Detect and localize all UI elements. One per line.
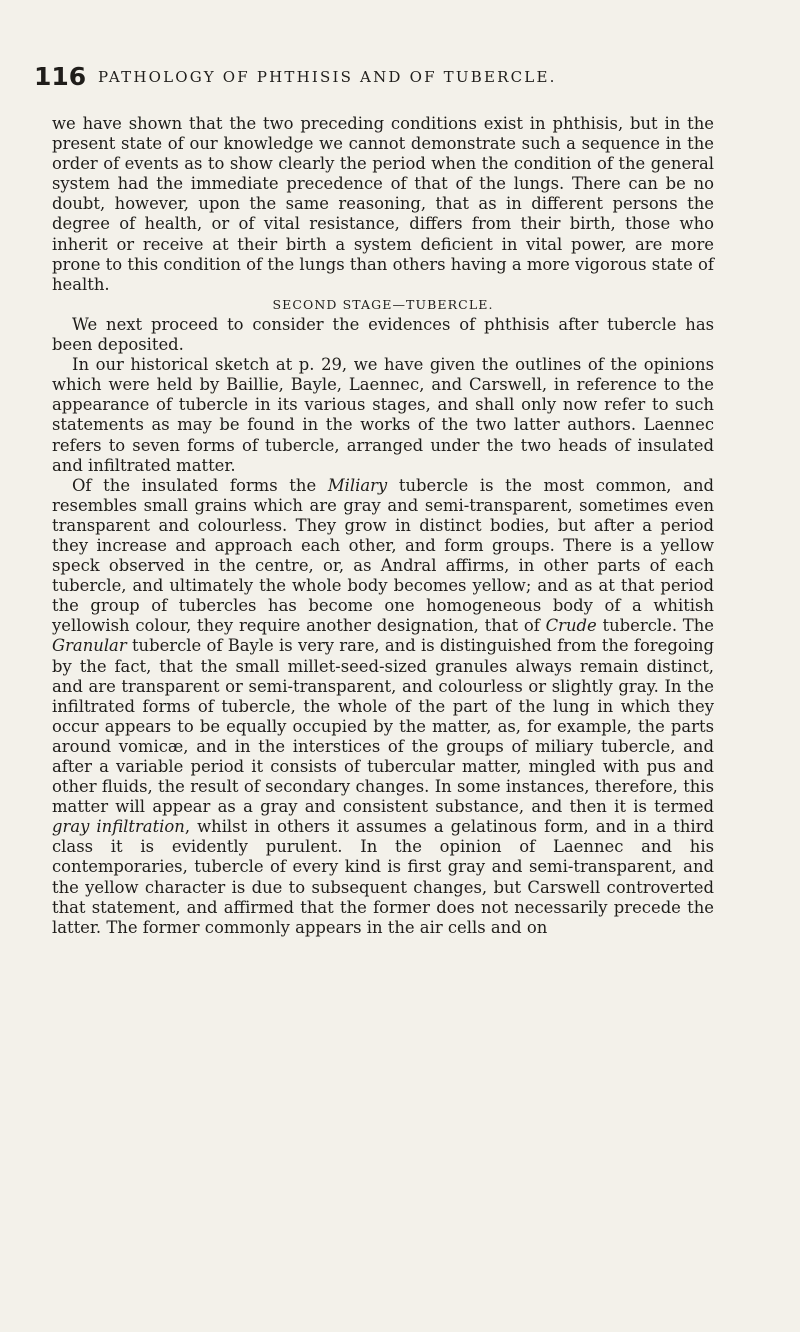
paragraph-continuation: we have shown that the two preceding conditions exist in phthisis, but in the present state of our knowledge we cannot demonstrate such a sequence in the order of events as to show clearly the period when the condition of the general system had the immediate precedence of that of the lungs. There can be no doubt, however, upon the same reasoning, that as in different persons the degree of health, or of vital resistance, differs from their birth, those who inherit or receive at their birth a system deficient in vital power, are more prone to this condition of the lungs than others having a more vigorous state of health. bbox=[52, 114, 714, 294]
section-heading: SECOND STAGE—TUBERCLE. bbox=[272, 296, 494, 312]
term-granular: Granular bbox=[52, 636, 127, 656]
paragraph-forms bbox=[52, 476, 714, 938]
running-title: PATHOLOGY OF PHTHISIS AND OF TUBERCLE. bbox=[98, 68, 557, 86]
term-gray-infiltration: gray infiltration bbox=[52, 817, 185, 837]
paragraph-historical: In our historical sketch at p. 29, we have given the outlines of the opinions which were held by Baillie, Bayle, Laennec, and Carswell, in reference to the appearance of tubercle in its various stages, and shall only now refer to such statements as may be found in the works of the two latter authors. Laennec refers to seven forms of tubercle, arranged under the two heads of insulated and infiltrated matter. bbox=[52, 355, 714, 475]
page-number: 116 bbox=[34, 62, 87, 91]
body-text bbox=[52, 114, 714, 938]
forms-text-e: , whilst in others it assumes a gelatinous form, and in a third class it is evidently purulent. In the opinion of Laennec and his contemporaries, tubercle of every kind is first gray and semi-transparent, and the yellow character is due to subsequent changes, but Carswell controverted that statement, and affirmed that the former does not necessarily precede the latter. The former commonly appears in the air cells and on bbox=[52, 817, 714, 937]
forms-text-d: tubercle of Bayle is very rare, and is distinguished from the foregoing by the fact, that the small millet-seed-sized granules always remain distinct, and are transparent or semi-transparent, and colourless or slightly gray. In the infiltrated forms of tubercle, the whole of the part of the lung in which they occur appears to be equally occupied by the matter, as, for example, the parts around vomicæ, and in the interstices of the groups of miliary tubercle, and after a variable period it consists of tubercular matter, mingled with pus and other fluids, the result of secondary changes. In some instances, therefore, this matter will appear as a gray and consistent substance, and then it is termed bbox=[52, 636, 714, 817]
term-miliary: Miliary bbox=[327, 475, 388, 495]
running-head bbox=[34, 62, 664, 92]
forms-text-b: tubercle is the most common, and resembles small grains which are gray and semi-transparent, sometimes even transparent and colourless. They grow in distinct bodies, but after a period they increase and approach each other, and form groups. There is a yellow speck observed in the centre, or, as Andral affirms, in other parts of each tubercle, and ultimately the whole body becomes yellow; and as at that period the group of tubercles has become one homogeneous body of a whitish yellowish colour, they require another designation, that of bbox=[52, 475, 714, 636]
forms-text-a: Of the insulated forms the bbox=[72, 475, 328, 495]
forms-text-c: tubercle. The bbox=[596, 616, 714, 636]
paragraph-intro: We next proceed to consider the evidences of phthisis after tubercle has been deposited. bbox=[52, 314, 714, 355]
term-crude: Crude bbox=[545, 616, 597, 636]
